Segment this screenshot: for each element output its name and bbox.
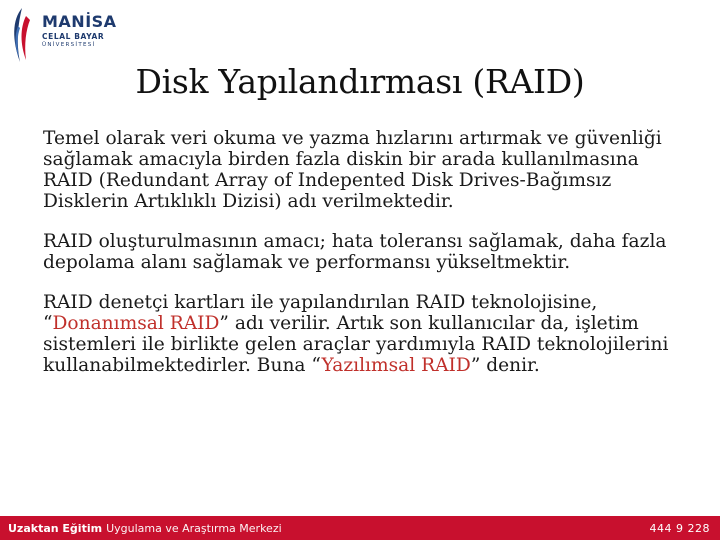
footer-center-name: Uzaktan Eğitim (8, 521, 103, 535)
university-logo (8, 6, 117, 64)
slide-body (43, 128, 691, 395)
highlight-yazilimsal-raid: Yazılımsal RAID (321, 355, 471, 376)
paragraph-3-text-2: ” adı verilir. Artık son kullanıcılar da, işletim sistemleri ile birlikte gelen araçlar yardımıyla RAID teknolojilerini kullanabilmektedirler. Buna “ (43, 313, 669, 376)
paragraph-2: RAID oluşturulmasının amacı; hata toleransı sağlamak, daha fazla depolama alanı sağlamak ve performansı yükseltmektir. (43, 231, 667, 273)
footer-phone: 444 9 228 (649, 521, 710, 535)
logo-wordmark (42, 14, 117, 48)
paragraph-3 (43, 292, 691, 376)
footer-center-subtitle: Uygulama ve Araştırma Merkezi (106, 521, 282, 535)
logo-line-1: MANİSA (42, 12, 117, 31)
logo-line-3: ÜNİVERSİTESİ (42, 41, 96, 48)
highlight-donanimsal-raid: Donanımsal RAID (52, 313, 220, 334)
footer-bar (0, 516, 720, 540)
paragraph-3-text-3: ” denir. (470, 355, 540, 376)
slide-title: Disk Yapılandırması (RAID) (135, 62, 585, 101)
logo-line-2: CELAL BAYAR (42, 32, 105, 41)
paragraph-3-text-1: RAID denetçi kartları ile yapılandırılan RAID teknolojisine, “ (43, 292, 598, 334)
paragraph-1: Temel olarak veri okuma ve yazma hızlarını artırmak ve güvenliği sağlamak amacıyla birden fazla diskin bir arada kullanılmasına RAID (Redundant Array of Indepented Disk Drives-Bağımsız Disklerin Artıklıklı Dizisi) adı verilmektedir. (43, 128, 662, 212)
flame-logo-icon (8, 6, 38, 64)
